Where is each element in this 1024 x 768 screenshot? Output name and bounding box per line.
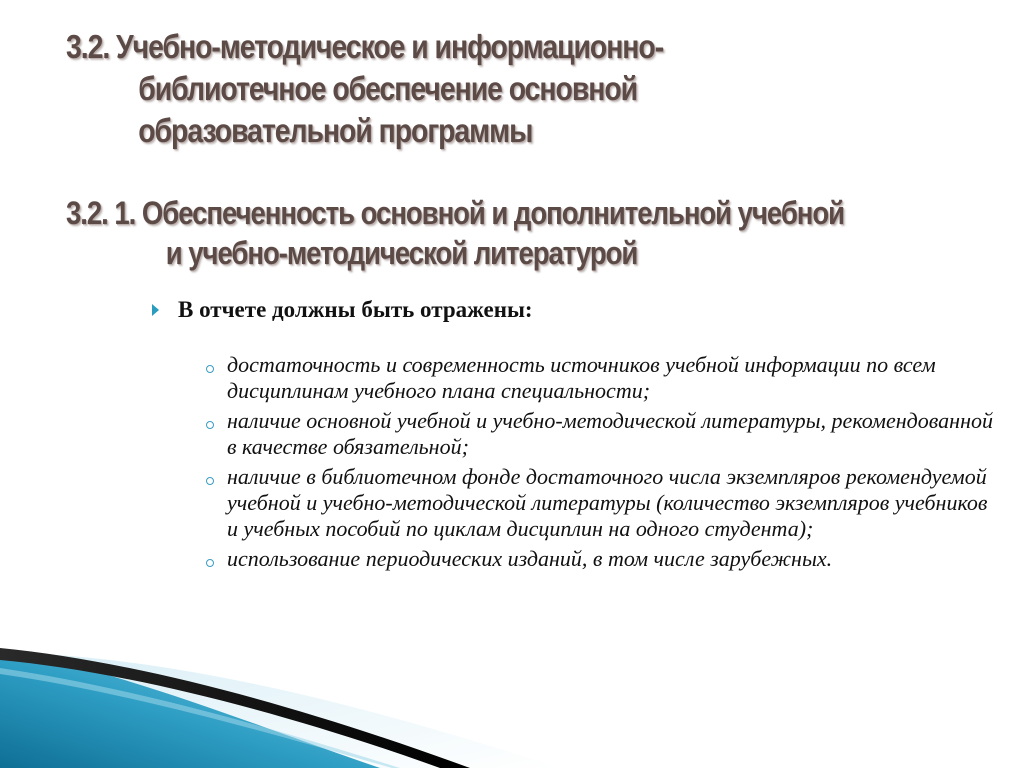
list-item-text: использование периодических изданий, в том числе зарубежных. [227,546,833,571]
slide-title-line: библиотечное обеспечение основной [138,70,638,107]
list-item-text: достаточность и современность источников учебной информации по всем дисциплинам учебного плана специальности; [227,352,936,403]
main-bullet-label: В отчете должны быть отражены: [178,297,533,322]
slide-subtitle-line: 3.2. 1. Обеспеченность основной и дополнительной учебной [66,195,845,231]
slide-title-line: образовательной программы [138,112,533,149]
list-item-text: наличие в библиотечном фонде достаточного числа экземпляров рекомендуемой учебной и учебно-методической литературы (количество экземпляров учебников и учебных пособий по циклам дисциплин на одного студента); [227,464,988,541]
list-item-text: наличие основной учебной и учебно-методической литературы, рекомендованной в качестве обязательной; [227,408,994,459]
slide-title-line: 3.2. Учебно-методическое и информационно- [66,28,664,65]
slide-subtitle-line: и учебно-методической литературой [165,235,638,271]
